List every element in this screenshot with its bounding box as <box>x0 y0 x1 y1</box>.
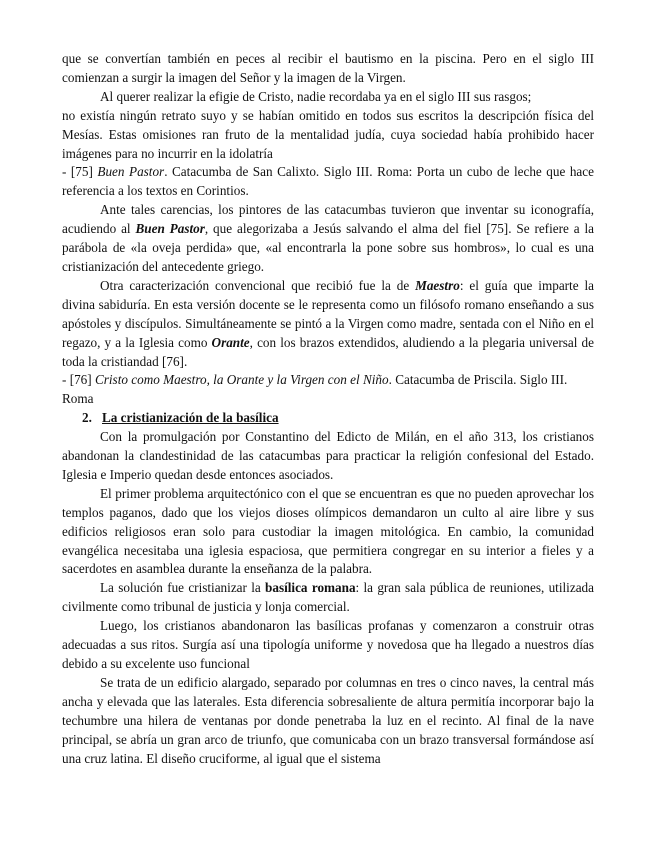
paragraph: La solución fue cristianizar la basílica romana: la gran sala pública de reuniones, utilizada civilmente como tribunal de justicia y lonja comercial. <box>62 580 594 615</box>
paragraph: que se convertían también en peces al recibir el bautismo en la piscina. Pero en el siglo III comienzan a surgir la imagen del Señor y la imagen de la Virgen. <box>62 51 594 85</box>
footnote-75: - [75] Buen Pastor. Catacumba de San Calixto. Siglo III. Roma: Porta un cubo de leche que hace referencia a los textos en Corintios. <box>62 164 594 199</box>
paragraph: Ante tales carencias, los pintores de las catacumbas tuvieron que inventar su iconografía, acudiendo al Buen Pastor, que alegorizaba a Jesús salvando el alma del fiel [75]. Se refiere a la parábola de «la oveja perdida» que, «al encontrarla la pone sobre sus hombros», lo cual es una cristianización del antecedente griego. <box>62 202 594 274</box>
section-heading: 2. La cristianización de la basílica <box>82 410 279 426</box>
paragraph: El primer problema arquitectónico con el que se encuentran es que no pueden aprovechar los templos paganos, dado que los viejos dioses olímpicos demandaron un culto al aire libre y sus edificios religiosos eran solo para custodiar la imagen mitológica. En cambio, la comunidad evangélica necesitaba una iglesia espaciosa, que permitiera congregar en su interior a fieles y a sacerdotes en asamblea durante la enseñanza de la palabra. <box>62 485 594 577</box>
paragraph: Luego, los cristianos abandonaron las basílicas profanas y comenzaron a construir otras adecuadas a sus ritos. Surgía así una tipología uniforme y novedosa que ha llegado a nuestros días debido a su excelente uso funcional <box>62 618 594 671</box>
paragraph: no existía ningún retrato suyo y se habían omitido en todos sus escritos la descripción física del Mesías. Estas omisiones ran fruto de la mentalidad judía, cuya sociedad había prohibido hacer imágenes para no incurrir en la idolatría <box>62 107 594 161</box>
paragraph: Se trata de un edificio alargado, separado por columnas en tres o cinco naves, la central más ancha y elevada que las laterales. Esta diferencia sobresaliente de altura permitía incorporar bajo la techumbre una hilera de ventanas por donde penetraba la luz en el recinto. Al final de la nave principal, se abría un gran arco de triunfo, que comunicaba con un brazo transversal formándose así una cruz latina. El diseño cruciforme, al igual que el sistema <box>62 674 594 766</box>
footnote-76: - [76] Cristo como Maestro, la Orante y la Virgen con el Niño. Catacumba de Priscila. Siglo III. Roma <box>62 372 568 407</box>
document-page <box>62 50 594 768</box>
paragraph: Al querer realizar la efigie de Cristo, nadie recordaba ya en el siglo III sus rasgos; <box>100 88 532 104</box>
paragraph: Otra caracterización convencional que recibió fue la de Maestro: el guía que imparte la divina sabiduría. En esta versión docente se le representa como un filósofo romano enseñando a sus apóstoles y discípulos. Simultáneamente se pintó a la Virgen como madre, sentada con el Niño en el regazo, y a la Iglesia como Orante, con los brazos extendidos, aludiendo a la plegaria universal de toda la cristiandad [76]. <box>62 277 595 369</box>
paragraph: Con la promulgación por Constantino del Edicto de Milán, en el año 313, los cristianos abandonan la clandestinidad de las catacumbas para practicar la religión confesional del Estado. Iglesia e Imperio quedan desde entonces asociados. <box>62 429 594 482</box>
